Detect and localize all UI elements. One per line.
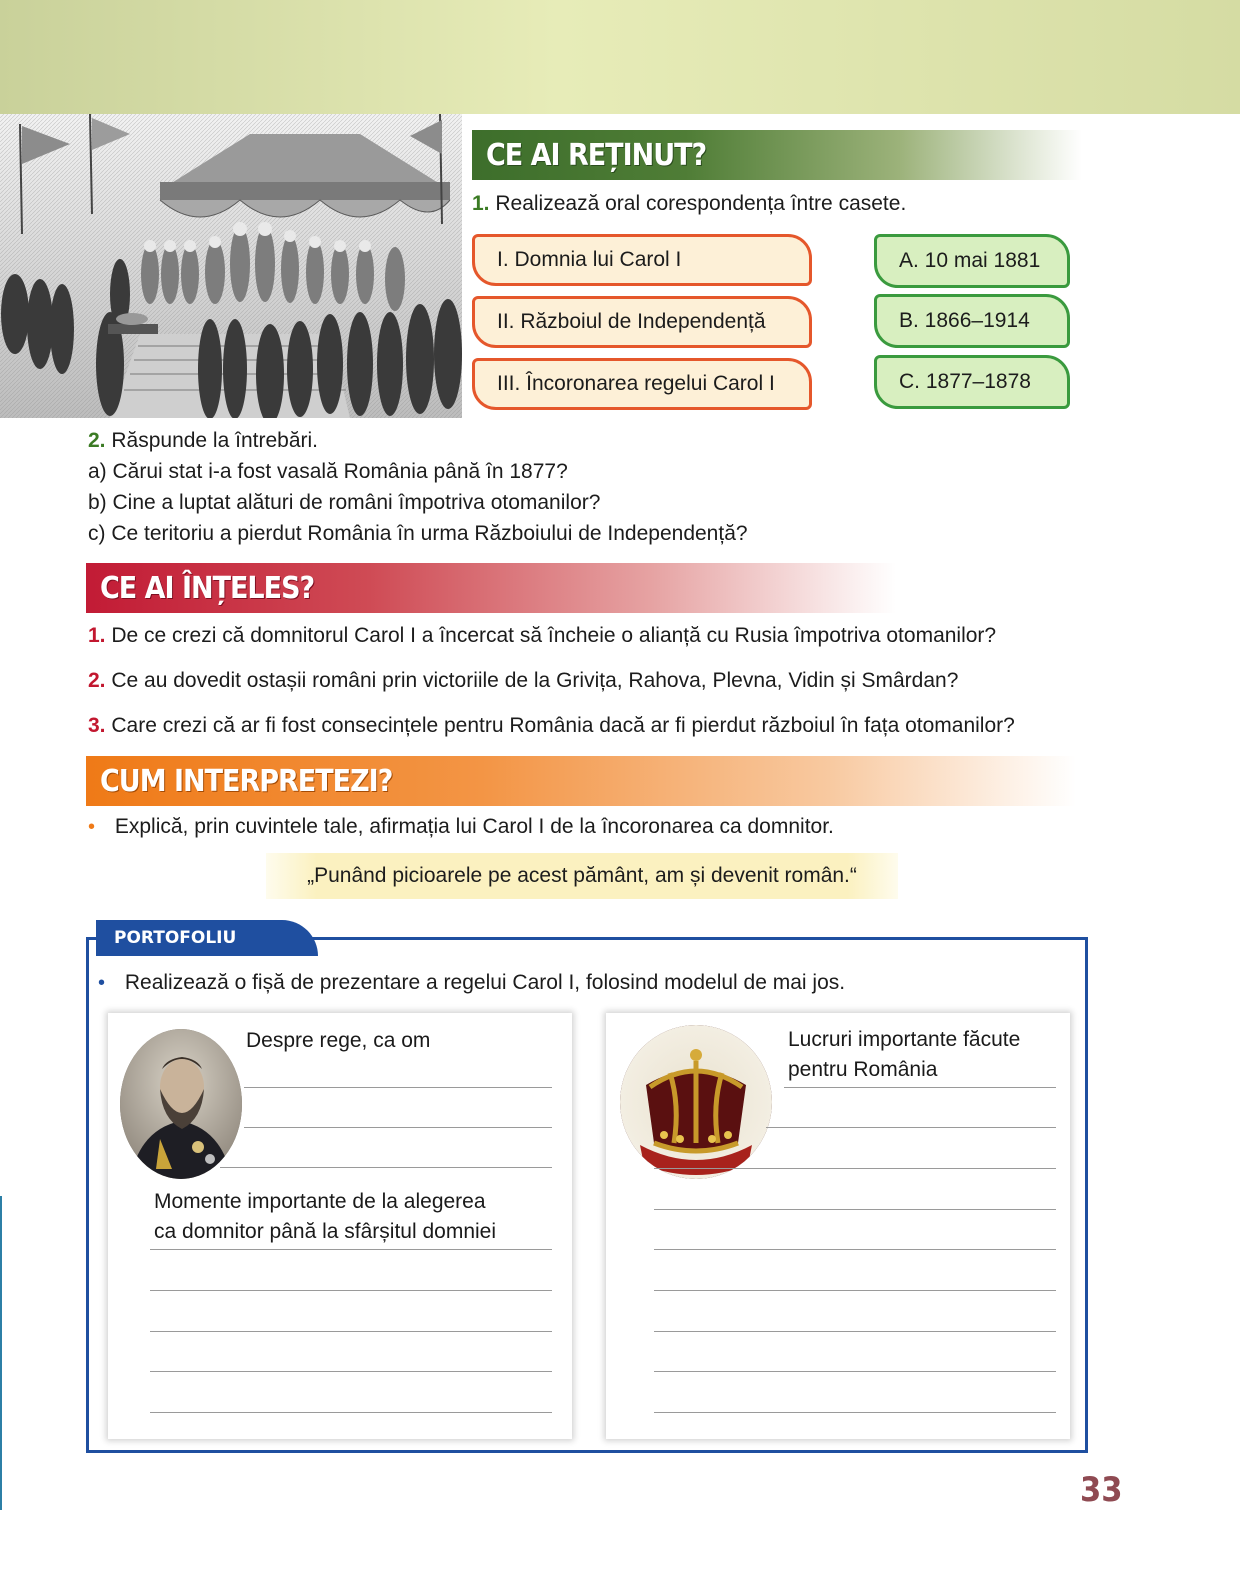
page-number: 33	[1080, 1470, 1123, 1510]
task-text: Răspunde la întrebări.	[111, 429, 318, 452]
task-2-instruction	[88, 428, 318, 454]
heading-line-2: pentru România	[788, 1058, 938, 1081]
match-box-left-3: III. Încoronarea regelui Carol I	[472, 358, 812, 410]
card-important-things	[606, 1013, 1070, 1439]
question-a: a) Cărui stat i-a fost vasală România până în 1877?	[88, 460, 568, 483]
task-1-instruction	[472, 191, 906, 217]
match-box-left-1: I. Domnia lui Carol I	[472, 234, 812, 286]
section-header-retinut: CE AI REȚINUT?	[472, 130, 1082, 180]
write-line	[784, 1087, 1056, 1088]
write-line	[654, 1209, 1056, 1210]
heading-line-2: ca domnitor până la sfârșitul domniei	[154, 1220, 497, 1243]
task-number: 2.	[88, 429, 106, 452]
page-edge-line	[0, 1196, 2, 1510]
item-text: Care crezi că ar fi fost consecințele pentru România dacă ar fi pierdut războiul în fața otomanilor?	[111, 714, 1015, 737]
write-line	[150, 1371, 552, 1372]
write-line	[766, 1127, 1056, 1128]
portfolio-tab: PORTOFOLIU	[96, 920, 318, 956]
section-header-interpretezi: CUM INTERPRETEZI?	[86, 756, 1076, 806]
inteles-item-1	[88, 623, 996, 649]
task-number: 1.	[472, 192, 490, 215]
heading-line-1: Lucruri importante făcute	[788, 1028, 1021, 1051]
instruction-text: Explică, prin cuvintele tale, afirmația lui Carol I de la încoronarea ca domnitor.	[114, 815, 834, 838]
top-decorative-band	[0, 0, 1240, 114]
heading-line-1: Momente importante de la alegerea	[154, 1190, 486, 1213]
crown-image-icon	[620, 1025, 772, 1179]
interpretezi-instruction	[88, 814, 834, 840]
write-line	[220, 1167, 552, 1168]
heading-despre-rege: Despre rege, ca om	[246, 1029, 431, 1052]
task-text: Realizează oral corespondența între casete.	[495, 192, 907, 215]
item-text: Ce au dovedit ostașii români prin victoriile de la Grivița, Rahova, Plevna, Vidin și Smârdan?	[111, 669, 959, 692]
bullet-icon: •	[88, 816, 96, 838]
portfolio-instruction	[98, 970, 845, 996]
write-line	[150, 1331, 552, 1332]
item-number: 3.	[88, 714, 106, 737]
inteles-item-2	[88, 668, 958, 694]
item-number: 2.	[88, 669, 106, 692]
write-line	[654, 1249, 1056, 1250]
write-line	[654, 1371, 1056, 1372]
heading-lucruri-importante	[788, 1025, 1020, 1085]
write-line	[654, 1412, 1056, 1413]
write-line	[654, 1331, 1056, 1332]
portrait-carol-icon	[120, 1029, 242, 1179]
coronation-engraving-image	[0, 114, 462, 418]
question-c: c) Ce teritoriu a pierdut România în urma Războiului de Independență?	[88, 522, 748, 545]
write-line	[150, 1412, 552, 1413]
heading-momente-importante	[154, 1187, 496, 1247]
write-line	[244, 1087, 552, 1088]
write-line	[654, 1290, 1056, 1291]
question-b: b) Cine a luptat alături de români împotriva otomanilor?	[88, 491, 601, 514]
item-text: De ce crezi că domnitorul Carol I a încercat să încheie o alianță cu Rusia împotriva otomanilor?	[111, 624, 997, 647]
instruction-text: Realizează o fișă de prezentare a regelui Carol I, folosind modelul de mai jos.	[124, 971, 846, 994]
match-box-right-b: B. 1866–1914	[874, 294, 1070, 348]
match-box-right-c: C. 1877–1878	[874, 355, 1070, 409]
match-box-left-2: II. Războiul de Independență	[472, 296, 812, 348]
write-line	[654, 1168, 1056, 1169]
item-number: 1.	[88, 624, 106, 647]
write-line	[244, 1127, 552, 1128]
write-line	[150, 1290, 552, 1291]
section-header-inteles: CE AI ÎNȚELES?	[86, 563, 896, 613]
bullet-icon: •	[98, 972, 106, 994]
match-box-right-a: A. 10 mai 1881	[874, 234, 1070, 288]
card-about-king	[108, 1013, 572, 1439]
inteles-item-3	[88, 713, 1015, 739]
write-line	[150, 1249, 552, 1250]
carol-quote: „Punând picioarele pe acest pământ, am și devenit român.“	[266, 853, 898, 899]
